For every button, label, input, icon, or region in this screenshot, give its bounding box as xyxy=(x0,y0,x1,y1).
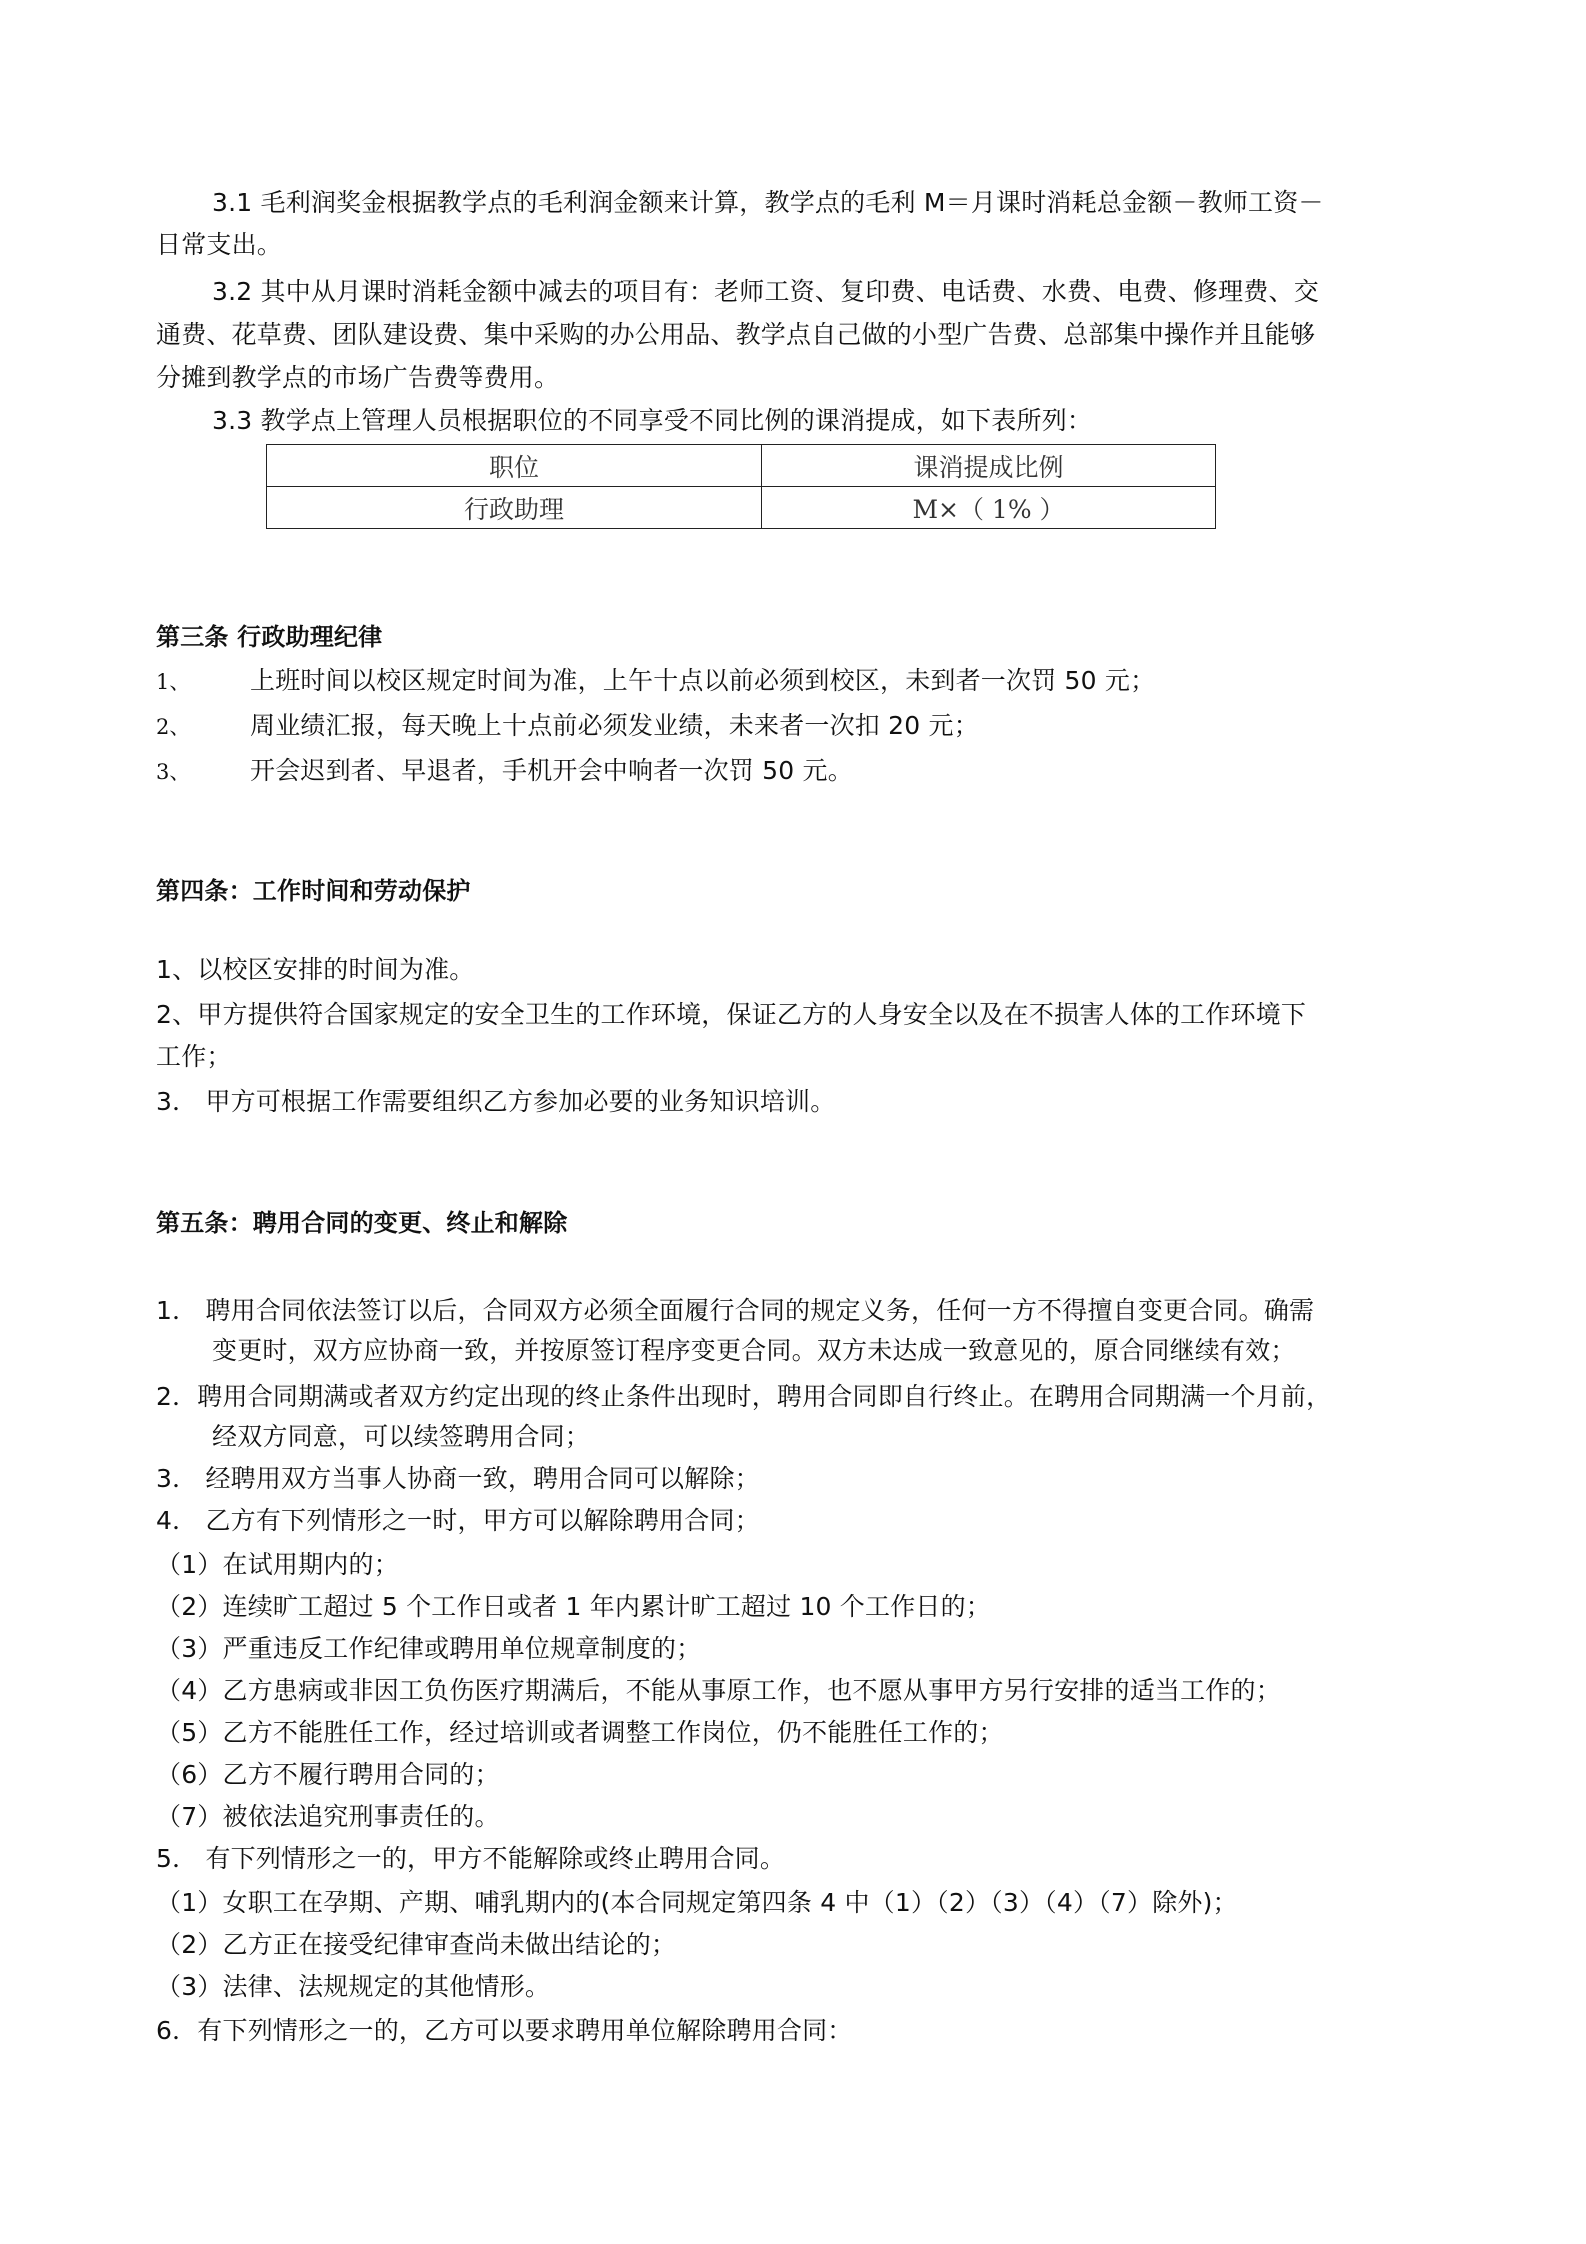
clause-3-2-line-3: 分摊到教学点的市场广告费等费用。 xyxy=(156,363,560,392)
table-row xyxy=(267,487,1216,529)
article-5-item-4-sub-5: （5）乙方不能胜任工作，经过培训或者调整工作岗位，仍不能胜任工作的； xyxy=(156,1718,1004,1747)
article-5-item-4-sub-7: （7）被依法追究刑事责任的。 xyxy=(156,1802,500,1831)
clause-3-2-line-2: 通费、花草费、团队建设费、集中采购的办公用品、教学点自己做的小型广告费、总部集中操作并且能够 xyxy=(156,320,1316,349)
article-5-item-4-sub-2: （2）连续旷工超过 5 个工作日或者 1 年内累计旷工超过 10 个工作日的； xyxy=(156,1592,992,1621)
commission-ratio-table xyxy=(266,444,1216,529)
article-5-item-4-sub-3: （3）严重违反工作纪律或聘用单位规章制度的； xyxy=(156,1634,702,1663)
article-4-item-3: 3． 甲方可根据工作需要组织乙方参加必要的业务知识培训。 xyxy=(156,1087,836,1116)
article-3-item-1-number: 1、 xyxy=(156,670,191,694)
article-3-item-2: 周业绩汇报，每天晚上十点前必须发业绩，未来者一次扣 20 元； xyxy=(250,711,979,740)
article-5-item-5: 5． 有下列情形之一的，甲方不能解除或终止聘用合同。 xyxy=(156,1844,786,1873)
article-4-item-2-line-2: 工作； xyxy=(156,1042,232,1071)
article-5-item-1-line-1: 1． 聘用合同依法签订以后，合同双方必须全面履行合同的规定义务，任何一方不得擅自变更合同。确需 xyxy=(156,1296,1315,1325)
clause-3-1-line-2: 日常支出。 xyxy=(156,230,283,259)
article-5-item-5-sub-2: （2）乙方正在接受纪律审查尚未做出结论的； xyxy=(156,1930,677,1959)
article-5-item-6: 6．有下列情形之一的，乙方可以要求聘用单位解除聘用合同： xyxy=(156,2016,853,2045)
article-3-item-3: 开会迟到者、早退者，手机开会中响者一次罚 50 元。 xyxy=(250,756,853,785)
article-5-item-4: 4． 乙方有下列情形之一时，甲方可以解除聘用合同； xyxy=(156,1506,760,1535)
clause-3-1-line-1: 3.1 毛利润奖金根据教学点的毛利润金额来计算，教学点的毛利 M＝月课时消耗总金额－教师工资－ xyxy=(212,188,1324,217)
article-4-item-1: 1、以校区安排的时间为准。 xyxy=(156,955,475,984)
article-5-item-3: 3． 经聘用双方当事人协商一致，聘用合同可以解除； xyxy=(156,1464,760,1493)
article-3-item-3-number: 3、 xyxy=(156,760,191,784)
article-5-item-5-sub-3: （3）法律、法规规定的其他情形。 xyxy=(156,1972,551,2001)
table-header-position: 职位 xyxy=(267,445,762,487)
article-4-item-2-line-1: 2、甲方提供符合国家规定的安全卫生的工作环境，保证乙方的人身安全以及在不损害人体的工作环境下 xyxy=(156,1000,1307,1029)
table-header-ratio: 课消提成比例 xyxy=(762,445,1216,487)
article-5-title: 第五条：聘用合同的变更、终止和解除 xyxy=(156,1209,568,1237)
article-5-item-1-line-2: 变更时，双方应协商一致，并按原签订程序变更合同。双方未达成一致意见的，原合同继续有效； xyxy=(212,1336,1296,1365)
article-5-item-4-sub-4: （4）乙方患病或非因工负伤医疗期满后，不能从事原工作，也不愿从事甲方另行安排的适当工作的； xyxy=(156,1676,1281,1705)
table-header-row xyxy=(267,445,1216,487)
article-3-item-2-number: 2、 xyxy=(156,715,191,739)
article-5-item-2-line-2: 经双方同意，可以续签聘用合同； xyxy=(212,1422,591,1451)
table-cell-position: 行政助理 xyxy=(267,487,762,529)
clause-3-3: 3.3 教学点上管理人员根据职位的不同享受不同比例的课消提成，如下表所列： xyxy=(212,406,1093,435)
table-cell-ratio: M×（ 1% ） xyxy=(762,487,1216,529)
article-4-title: 第四条：工作时间和劳动保护 xyxy=(156,877,471,905)
article-3-title: 第三条 行政助理纪律 xyxy=(156,623,383,651)
article-3-item-1: 上班时间以校区规定时间为准，上午十点以前必须到校区，未到者一次罚 50 元； xyxy=(250,666,1156,695)
clause-3-2-line-1: 3.2 其中从月课时消耗金额中减去的项目有：老师工资、复印费、电话费、水费、电费、修理费、交 xyxy=(212,277,1319,306)
article-5-item-5-sub-1: （1）女职工在孕期、产期、哺乳期内的(本合同规定第四条 4 中（1）（2）（3）（4）（7）除外)； xyxy=(156,1888,1238,1917)
article-5-item-2-line-1: 2．聘用合同期满或者双方约定出现的终止条件出现时，聘用合同即自行终止。在聘用合同期满一个月前， xyxy=(156,1382,1332,1411)
article-5-item-4-sub-6: （6）乙方不履行聘用合同的； xyxy=(156,1760,500,1789)
article-5-item-4-sub-1: （1）在试用期内的； xyxy=(156,1550,399,1579)
